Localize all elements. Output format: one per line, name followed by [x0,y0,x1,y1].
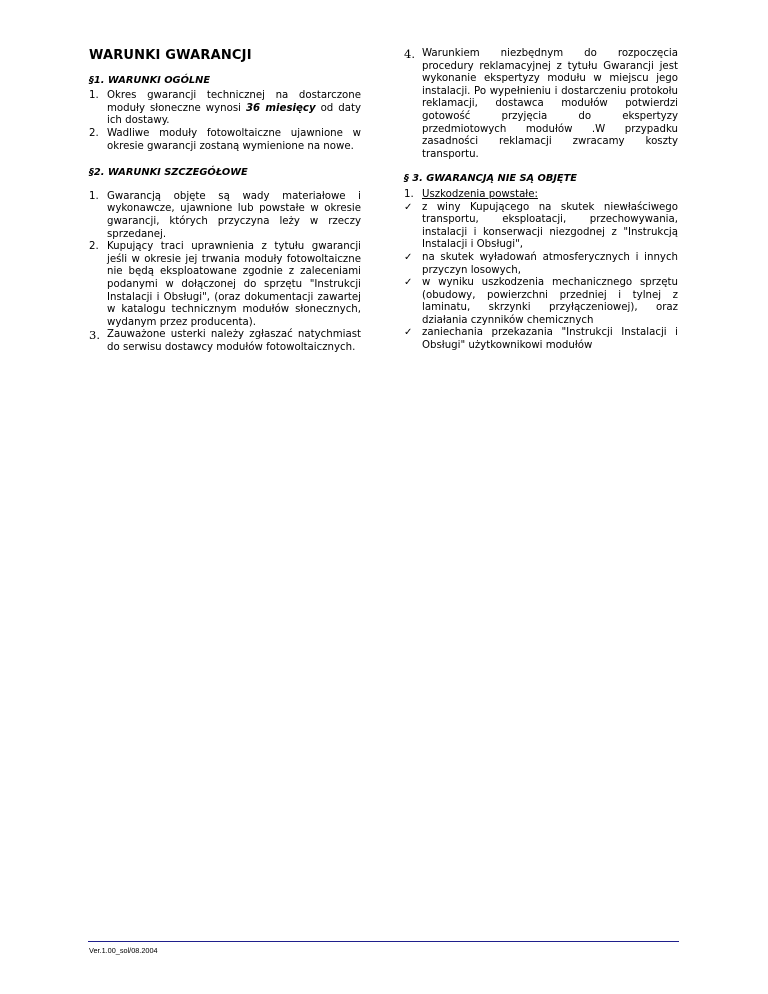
left-column [89,48,361,354]
footer-version: Ver.1.00_sol/08.2004 [89,946,158,955]
document-title: WARUNKI GWARANCJI [89,48,252,63]
section-2-heading: §2. WARUNKI SZCZEGÓŁOWE [89,167,248,179]
footer-divider [88,941,679,942]
section-2-item-2 [89,241,361,329]
item-text: Okres gwarancji technicznej na dostarczone moduły słoneczne wynosi [107,90,361,114]
exclusion-item [404,252,678,277]
item-number: 4. [404,47,415,61]
exclusion-text: w wyniku uszkodzenia mechanicznego sprzętu (obudowy, powierzchni przedniej i tylnej z laminatu, skrzynki przyłączeniowej), oraz działania czynników chemicznych [422,277,678,326]
item-text: Kupujący traci uprawnienia z tytułu gwarancji jeśli w okresie jej trwania moduły fotowoltaiczne nie będą eksploatowane zgodnie z zaleceniami podanymi w dołączonej do sprzętu "Instrukcji Instalacji i Obsługi", (oraz dokumentacji zawartej w katalogu technicznym modułów słonecznych, wydanym przez producenta). [107,241,361,328]
item-number: 1. [89,90,99,102]
checkmark-icon: ✓ [404,327,413,339]
item-text: Warunkiem niezbędnym do rozpoczęcia procedury reklamacyjnej z tytułu Gwarancji jest wykonanie ekspertyzy modułu w miejscu jego instalacji. Po wypełnieniu i dostarczeniu protokołu reklamacji, dostawca modułów potwierdzi gotowość przyjęcia do ekspertyzy przedmiotowych modułów .W przypadku zasadności reklamacji zwracamy koszty transportu. [422,48,678,160]
checkmark-icon: ✓ [404,251,413,263]
section-2-list-continued [404,48,678,161]
section-1-list [89,90,361,153]
item-text: Zauważone usterki należy zgłaszać natychmiast do serwisu dostawcy modułów fotowoltaicznych. [107,329,361,353]
section-2-list [89,191,361,355]
item-number: 1. [404,188,414,200]
section-1-item-2 [89,128,361,153]
section-2-item-1 [89,191,361,241]
section-1-item-1 [89,90,361,128]
item-text-end: od daty ich dostawy. [107,102,361,127]
section-2-item-4 [404,48,678,161]
section-3-item-1 [404,189,678,202]
section-1-heading: §1. WARUNKI OGÓLNE [89,74,211,86]
item-text: Gwarancją objęte są wady materiałowe i wykonawcze, ujawnione lub powstałe w okresie gwarancji, których przyczyna leży w rzeczy sprzedanej. [107,190,361,240]
checkmark-icon: ✓ [404,277,413,289]
item-number: 2. [89,241,99,253]
checkmark-icon: ✓ [404,201,413,213]
exclusion-text: z winy Kupującego na skutek niewłaściwego transportu, eksploatacji, przechowywania, instalacji i konserwacji niezgodnej z "Instrukcją Instalacji i Obsługi", [422,201,678,251]
exclusion-item [404,277,678,327]
right-column [404,48,678,353]
section-3-heading: § 3. GWARANCJĄ NIE SĄ OBJĘTE [404,173,577,185]
exclusions-list [404,202,678,353]
section-3-list [404,189,678,202]
exclusion-item [404,202,678,252]
item-number: 3. [89,328,100,343]
warranty-period: 36 miesięcy [245,102,316,114]
exclusion-text: na skutek wyładowań atmosferycznych i innych przyczyn losowych, [422,251,678,276]
exclusion-item [404,327,678,352]
item-text: Uszkodzenia powstałe: [422,188,538,200]
exclusion-text: zaniechania przekazania "Instrukcji Instalacji i Obsługi" użytkownikowi modułów [422,327,678,352]
section-2-item-3 [89,329,361,354]
item-number: 1. [89,190,99,202]
item-number: 2. [89,127,99,139]
item-text: Wadliwe moduły fotowoltaiczne ujawnione w okresie gwarancji zostaną wymienione na nowe. [107,127,361,152]
